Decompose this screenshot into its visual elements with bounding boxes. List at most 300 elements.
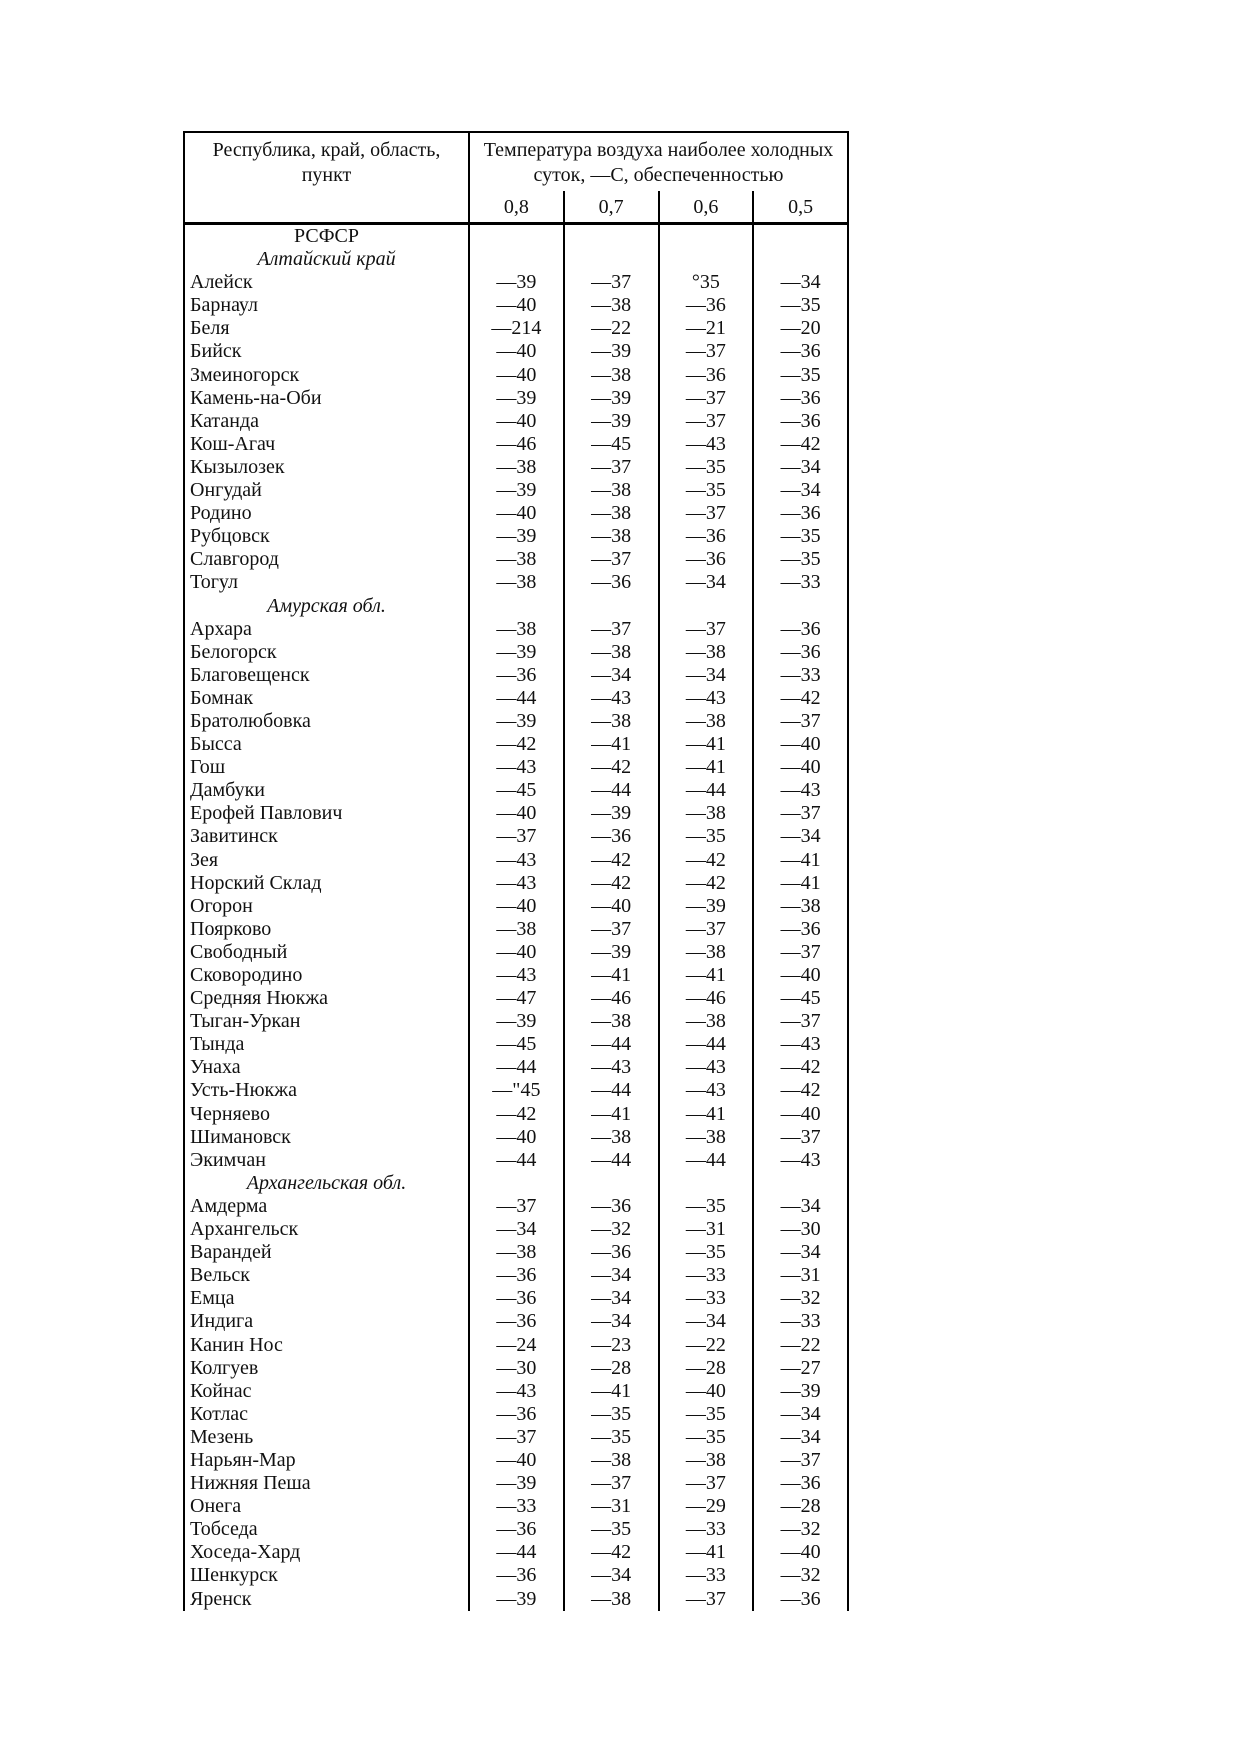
temp-value-0,6: —35: [658, 825, 753, 848]
table-row: [185, 364, 847, 387]
location-name: Варандей: [185, 1241, 470, 1264]
table-row: [185, 433, 847, 456]
temp-value-0,8: —24: [496, 1333, 537, 1356]
temp-value-0,8: —36: [496, 1518, 537, 1541]
temp-value-0,7: —35: [563, 1403, 658, 1426]
table-row: [185, 1334, 847, 1357]
temp-value-0,7: —34: [563, 1564, 658, 1587]
temp-value-0,6: —37: [658, 1472, 753, 1495]
temp-value-0,6: —36: [658, 548, 753, 571]
location-name: Яренск: [185, 1588, 470, 1611]
table-row: [185, 410, 847, 433]
temp-value-0,6: —35: [658, 1426, 753, 1449]
header-probability-row: [470, 191, 847, 222]
location-name: Мезень: [185, 1426, 470, 1449]
temp-value-0,7: —41: [563, 1103, 658, 1126]
temperature-table: [183, 131, 849, 1611]
table-row: [185, 1079, 847, 1102]
table-row: [185, 802, 847, 825]
table-row: [185, 548, 847, 571]
temp-value-0,8: —36: [496, 1287, 537, 1310]
temp-value-0,8: —34: [496, 1218, 537, 1241]
temp-value-0,8: —40: [496, 340, 537, 363]
temp-value-0,6: —33: [658, 1518, 753, 1541]
temp-value-0,6: —34: [658, 664, 753, 687]
table-row: [185, 1126, 847, 1149]
temp-value-0,7: [563, 225, 658, 248]
temp-value-0,5: —37: [752, 710, 847, 733]
location-name: Нарьян-Мар: [185, 1449, 470, 1472]
temp-value-0,6: —35: [658, 479, 753, 502]
temp-value-0,6: [658, 248, 753, 271]
header-temperature-group: [470, 133, 847, 222]
temp-value-0,8: —40: [496, 363, 537, 386]
location-name: Тында: [185, 1033, 470, 1056]
location-name: Хоседа-Хард: [185, 1541, 470, 1564]
temp-value-0,5: —40: [752, 733, 847, 756]
table-row: [185, 1472, 847, 1495]
temp-value-0,5: —35: [752, 525, 847, 548]
temp-value-0,8: —33: [496, 1495, 537, 1518]
table-row: [185, 895, 847, 918]
temp-value-0,8: —42: [496, 733, 537, 756]
table-row: [185, 1033, 847, 1056]
table-row: [185, 1195, 847, 1218]
temp-value-0,8: —37: [496, 1194, 537, 1217]
temp-value-0,8: —40: [496, 1448, 537, 1471]
temp-value-0,6: —44: [658, 1033, 753, 1056]
temp-value-0,5: —41: [752, 872, 847, 895]
temp-value-0,7: —38: [563, 294, 658, 317]
table-row: [185, 387, 847, 410]
temp-value-0,7: —40: [563, 895, 658, 918]
temp-value-0,6: —37: [658, 502, 753, 525]
table-row: [185, 872, 847, 895]
temp-value-0,5: —20: [752, 317, 847, 340]
table-row: [185, 1449, 847, 1472]
temp-value-0,7: —43: [563, 687, 658, 710]
temp-value-0,5: —32: [752, 1518, 847, 1541]
location-name: Колгуев: [185, 1357, 470, 1380]
location-name: Алейск: [185, 271, 470, 294]
temp-value-0,7: —35: [563, 1518, 658, 1541]
temp-value-0,7: —38: [563, 1126, 658, 1149]
temp-value-0,5: —34: [752, 1241, 847, 1264]
table-row: [185, 779, 847, 802]
location-name: Сковородино: [185, 964, 470, 987]
location-name: Благовещенск: [185, 664, 470, 687]
temp-value-0,7: —34: [563, 664, 658, 687]
temp-value-0,8: —47: [496, 987, 537, 1010]
temp-value-0,5: [752, 1172, 847, 1195]
header-temperature-title-line2: суток, —С, обеспеченностью: [533, 164, 784, 186]
header-prob-0.6: 0,6: [658, 191, 753, 222]
location-name: Кош-Агач: [185, 433, 470, 456]
location-name: Экимчан: [185, 1149, 470, 1172]
temp-value-0,8: —36: [496, 1310, 537, 1333]
header-temperature-title-line1: Температура воздуха наиболее холодных: [483, 139, 834, 161]
temp-value-0,6: —38: [658, 1126, 753, 1149]
location-name: Поярково: [185, 918, 470, 941]
header-prob-0.7: 0,7: [563, 191, 658, 222]
temp-value-0,7: —32: [563, 1218, 658, 1241]
table-row: [185, 825, 847, 848]
temp-value-0,5: —41: [752, 849, 847, 872]
location-name: Емца: [185, 1287, 470, 1310]
table-row: [185, 641, 847, 664]
temp-value-0,6: —37: [658, 340, 753, 363]
header-location-column: [185, 133, 470, 222]
temp-value-0,8: —40: [496, 409, 537, 432]
temp-value-0,5: —37: [752, 1010, 847, 1033]
location-name: Усть-Нюкжа: [185, 1079, 470, 1102]
table-row: [185, 1588, 847, 1611]
temp-value-0,5: —34: [752, 1195, 847, 1218]
temp-value-0,5: —35: [752, 294, 847, 317]
temp-value-0,5: —34: [752, 1403, 847, 1426]
temp-value-0,7: —39: [563, 941, 658, 964]
temp-value-0,8: —44: [496, 1541, 537, 1564]
temp-value-0,6: —35: [658, 456, 753, 479]
location-name: Индига: [185, 1310, 470, 1333]
temp-value-0,7: —42: [563, 1541, 658, 1564]
temp-value-0,5: —34: [752, 271, 847, 294]
temp-value-0,5: —32: [752, 1564, 847, 1587]
location-name: Тогул: [185, 571, 470, 594]
table-row: [185, 687, 847, 710]
temp-value-0,6: —44: [658, 1149, 753, 1172]
temp-value-0,7: —38: [563, 525, 658, 548]
table-row: [185, 340, 847, 363]
temp-value-0,8: —43: [496, 848, 537, 871]
temp-value-0,5: —33: [752, 664, 847, 687]
temp-value-0,7: —45: [563, 433, 658, 456]
temp-value-0,8: —38: [496, 1241, 537, 1264]
table-row: [185, 271, 847, 294]
temp-value-0,7: —38: [563, 1010, 658, 1033]
location-name: Вельск: [185, 1264, 470, 1287]
table-row: [185, 756, 847, 779]
table-row: [185, 1518, 847, 1541]
section-row: [185, 1172, 847, 1195]
table-row: [185, 1264, 847, 1287]
temp-value-0,5: —42: [752, 1079, 847, 1102]
temp-value-0,8: [470, 1172, 563, 1195]
temp-value-0,8: —46: [496, 432, 537, 455]
location-name: Кызылозек: [185, 456, 470, 479]
temp-value-0,5: —33: [752, 1310, 847, 1333]
temp-value-0,7: [563, 248, 658, 271]
temp-value-0,8: —38: [496, 617, 537, 640]
temp-value-0,5: —42: [752, 1056, 847, 1079]
temp-value-0,7: —39: [563, 802, 658, 825]
temp-value-0,6: —44: [658, 779, 753, 802]
temp-value-0,7: —39: [563, 387, 658, 410]
temp-value-0,5: —34: [752, 456, 847, 479]
temp-value-0,7: —44: [563, 1033, 658, 1056]
temp-value-0,5: —36: [752, 340, 847, 363]
temp-value-0,7: —37: [563, 548, 658, 571]
temp-value-0,5: —36: [752, 502, 847, 525]
location-name: Архара: [185, 618, 470, 641]
temp-value-0,6: —43: [658, 1056, 753, 1079]
temp-value-0,7: —31: [563, 1495, 658, 1518]
temp-value-0,7: —36: [563, 825, 658, 848]
temp-value-0,7: —38: [563, 710, 658, 733]
temp-value-0,7: —38: [563, 1449, 658, 1472]
temp-value-0,5: —37: [752, 1126, 847, 1149]
location-name: Гош: [185, 756, 470, 779]
location-name: Братолюбовка: [185, 710, 470, 733]
table-row: [185, 1056, 847, 1079]
table-row: [185, 987, 847, 1010]
table-row: [185, 733, 847, 756]
temp-value-0,6: —41: [658, 733, 753, 756]
location-name: Свободный: [185, 941, 470, 964]
temp-value-0,6: —38: [658, 1010, 753, 1033]
temp-value-0,6: —22: [658, 1334, 753, 1357]
temp-value-0,5: [752, 595, 847, 618]
temp-value-0,5: —45: [752, 987, 847, 1010]
location-name: Ерофей Павлович: [185, 802, 470, 825]
temp-value-0,6: —31: [658, 1218, 753, 1241]
temp-value-0,6: —36: [658, 364, 753, 387]
temp-value-0,7: —37: [563, 271, 658, 294]
temp-value-0,7: —38: [563, 364, 658, 387]
temp-value-0,6: —38: [658, 802, 753, 825]
temp-value-0,6: —46: [658, 987, 753, 1010]
temp-value-0,6: —41: [658, 756, 753, 779]
table-row: [185, 456, 847, 479]
temp-value-0,8: —"45: [492, 1079, 541, 1102]
temp-value-0,5: —42: [752, 433, 847, 456]
temp-value-0,7: —38: [563, 502, 658, 525]
temp-value-0,5: —35: [752, 364, 847, 387]
temp-value-0,6: —33: [658, 1564, 753, 1587]
temp-value-0,8: —40: [496, 940, 537, 963]
temp-value-0,8: —214: [491, 317, 542, 340]
temp-value-0,8: —36: [496, 1402, 537, 1425]
location-name: Камень-на-Оби: [185, 387, 470, 410]
temp-value-0,6: —41: [658, 1541, 753, 1564]
temp-value-0,8: —39: [496, 1587, 537, 1610]
temp-value-0,8: —39: [496, 1010, 537, 1033]
table-body: [185, 225, 847, 1611]
temp-value-0,8: —36: [496, 1264, 537, 1287]
temp-value-0,5: —43: [752, 1033, 847, 1056]
temp-value-0,6: —41: [658, 964, 753, 987]
location-name: Черняево: [185, 1103, 470, 1126]
temp-value-0,7: —37: [563, 456, 658, 479]
location-name: Амдерма: [185, 1195, 470, 1218]
temp-value-0,6: —35: [658, 1403, 753, 1426]
temp-value-0,8: —37: [496, 1425, 537, 1448]
temp-value-0,7: [563, 1172, 658, 1195]
table-row: [185, 1241, 847, 1264]
temp-value-0,5: —36: [752, 1588, 847, 1611]
temp-value-0,5: —34: [752, 1426, 847, 1449]
location-name: Белогорск: [185, 641, 470, 664]
temp-value-0,6: —43: [658, 1079, 753, 1102]
table-row: [185, 1357, 847, 1380]
location-name: Дамбуки: [185, 779, 470, 802]
table-row: [185, 618, 847, 641]
temp-value-0,5: —36: [752, 410, 847, 433]
temp-value-0,8: —39: [496, 271, 537, 294]
temp-value-0,6: —43: [658, 687, 753, 710]
location-name: Онгудай: [185, 479, 470, 502]
location-name: Беля: [185, 317, 470, 340]
location-name: Койнас: [185, 1380, 470, 1403]
location-name: Барнаул: [185, 294, 470, 317]
temp-value-0,7: —38: [563, 479, 658, 502]
temp-value-0,5: —38: [752, 895, 847, 918]
temp-value-0,6: —38: [658, 710, 753, 733]
temp-value-0,6: —35: [658, 1195, 753, 1218]
temp-value-0,8: —45: [496, 779, 537, 802]
temp-value-0,7: —37: [563, 618, 658, 641]
table-row: [185, 918, 847, 941]
temp-value-0,5: —33: [752, 571, 847, 594]
location-name: Бомнак: [185, 687, 470, 710]
table-row: [185, 941, 847, 964]
temp-value-0,6: —41: [658, 1103, 753, 1126]
temp-value-0,5: —39: [752, 1380, 847, 1403]
temp-value-0,6: —42: [658, 849, 753, 872]
temp-value-0,8: —43: [496, 964, 537, 986]
table-header: [185, 133, 847, 225]
location-name: Бысса: [185, 733, 470, 756]
temp-value-0,5: —40: [752, 1541, 847, 1564]
table-row: [185, 317, 847, 340]
table-row: [185, 1541, 847, 1564]
table-row: [185, 964, 847, 987]
header-temperature-title: [470, 133, 847, 188]
header-prob-0.8: 0,8: [503, 196, 529, 218]
table-row: [185, 664, 847, 687]
temp-value-0,5: —34: [752, 479, 847, 502]
temp-value-0,7: —37: [563, 918, 658, 941]
temp-value-0,5: —37: [752, 802, 847, 825]
temp-value-0,5: [752, 225, 847, 248]
temp-value-0,8: —40: [496, 1125, 537, 1148]
location-name: Рубцовск: [185, 525, 470, 548]
location-name: Славгород: [185, 548, 470, 571]
location-name: Тыган-Уркан: [185, 1010, 470, 1033]
temp-value-0,7: —39: [563, 340, 658, 363]
temp-value-0,8: —43: [496, 871, 537, 894]
temp-value-0,6: —40: [658, 1380, 753, 1403]
temp-value-0,5: —36: [752, 387, 847, 410]
location-name: Шенкурск: [185, 1564, 470, 1587]
temp-value-0,8: —39: [496, 525, 537, 548]
temp-value-0,8: —40: [496, 802, 537, 825]
temp-value-0,7: —34: [563, 1310, 658, 1333]
header-location-line2: пункт: [301, 164, 352, 186]
temp-value-0,8: —38: [496, 455, 537, 478]
temp-value-0,6: [658, 225, 753, 248]
temp-value-0,5: —36: [752, 641, 847, 664]
section-row: [185, 248, 847, 271]
temp-value-0,5: —37: [752, 941, 847, 964]
temp-value-0,8: [470, 225, 563, 248]
temp-value-0,7: —38: [563, 641, 658, 664]
temp-value-0,8: [470, 248, 563, 271]
temp-value-0,7: —38: [563, 1588, 658, 1611]
section-row: [185, 225, 847, 248]
temp-value-0,5: [752, 248, 847, 271]
temp-value-0,5: —27: [752, 1357, 847, 1380]
temp-value-0,8: —43: [496, 756, 537, 779]
table-row: [185, 502, 847, 525]
temp-value-0,6: °35: [658, 271, 753, 294]
table-row: [185, 1495, 847, 1518]
temp-value-0,6: —37: [658, 387, 753, 410]
temp-value-0,6: —42: [658, 872, 753, 895]
table-row: [185, 1380, 847, 1403]
temp-value-0,8: —44: [496, 686, 537, 709]
temp-value-0,8: —40: [496, 294, 537, 317]
temp-value-0,8: —36: [496, 663, 537, 686]
temp-value-0,6: —39: [658, 895, 753, 918]
table-row: [185, 571, 847, 594]
location-name: Унаха: [185, 1056, 470, 1079]
location-name: Шимановск: [185, 1126, 470, 1149]
temp-value-0,7: —43: [563, 1056, 658, 1079]
temp-value-0,5: —40: [752, 964, 847, 987]
temp-value-0,6: —36: [658, 525, 753, 548]
table-row: [185, 525, 847, 548]
temp-value-0,7: —44: [563, 779, 658, 802]
location-name: Котлас: [185, 1403, 470, 1426]
temp-value-0,8: —44: [496, 1148, 537, 1171]
temp-value-0,8: —39: [496, 640, 537, 663]
temp-value-0,5: —40: [752, 756, 847, 779]
location-name: Онега: [185, 1495, 470, 1518]
temp-value-0,6: —38: [658, 641, 753, 664]
temp-value-0,6: —38: [658, 1449, 753, 1472]
temp-value-0,8: —45: [496, 1033, 537, 1056]
location-name: Завитинск: [185, 825, 470, 848]
section-label: Архангельская обл.: [185, 1172, 470, 1195]
header-prob-0.5: 0,5: [752, 191, 847, 222]
temp-value-0,7: —44: [563, 1149, 658, 1172]
temp-value-0,6: —34: [658, 571, 753, 594]
section-label: Алтайский край: [185, 248, 470, 271]
table-row: [185, 1287, 847, 1310]
temp-value-0,7: —37: [563, 1472, 658, 1495]
temp-value-0,7: —23: [563, 1334, 658, 1357]
temp-value-0,6: —37: [658, 410, 753, 433]
section-label: Амурская обл.: [185, 595, 470, 618]
temp-value-0,7: —44: [563, 1079, 658, 1102]
header-location-line1: Республика, край, область,: [212, 139, 441, 161]
temp-value-0,8: —38: [496, 571, 537, 594]
temp-value-0,7: —42: [563, 756, 658, 779]
temp-value-0,5: —42: [752, 687, 847, 710]
temp-value-0,5: —28: [752, 1495, 847, 1518]
location-name: Нижняя Пеша: [185, 1472, 470, 1495]
location-name: Зея: [185, 849, 470, 872]
temp-value-0,7: —42: [563, 872, 658, 895]
table-row: [185, 294, 847, 317]
temp-value-0,5: —36: [752, 918, 847, 941]
temp-value-0,6: —37: [658, 918, 753, 941]
temp-value-0,6: [658, 595, 753, 618]
location-name: Катанда: [185, 410, 470, 433]
temp-value-0,5: —43: [752, 1149, 847, 1172]
temp-value-0,7: —41: [563, 964, 658, 987]
